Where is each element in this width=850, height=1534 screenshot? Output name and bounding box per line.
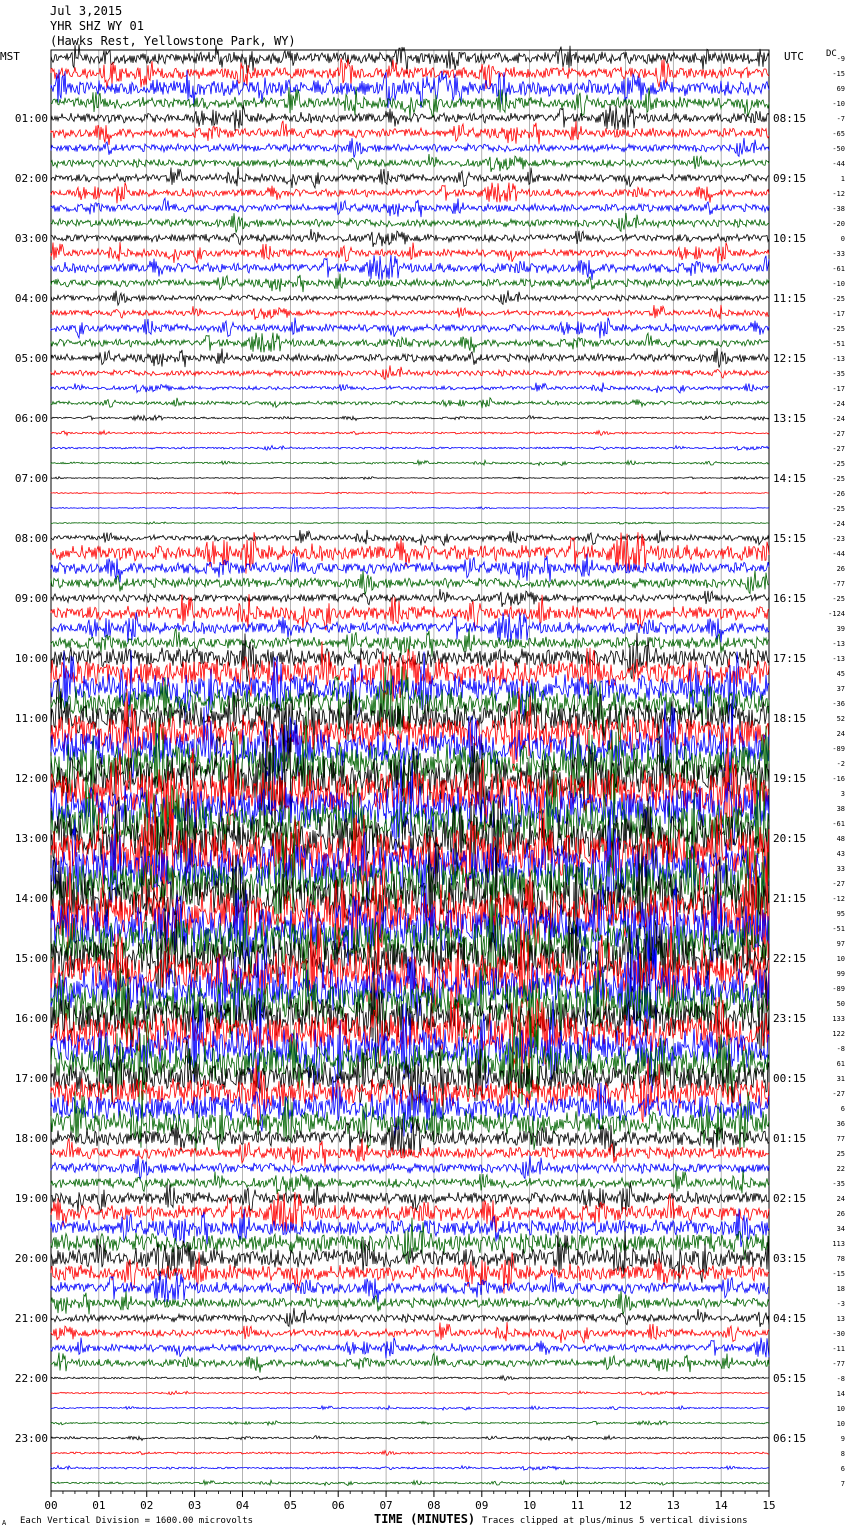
- dc-offset-label: -25: [832, 505, 845, 513]
- seismic-trace: [51, 1391, 769, 1395]
- seismic-trace: [51, 460, 769, 465]
- dc-offset-label: 77: [836, 1135, 845, 1143]
- dc-offset-label: 48: [836, 835, 845, 843]
- left-timezone-label: MST: [0, 50, 20, 63]
- left-hour-label: 01:00: [14, 112, 48, 125]
- seismic-trace: [51, 398, 769, 408]
- dc-offset-label: -17: [832, 310, 845, 318]
- left-hour-label: 09:00: [14, 592, 48, 605]
- left-hour-label: 03:00: [14, 232, 48, 245]
- seismic-trace: [51, 87, 769, 118]
- station-code: YHR SHZ WY 01: [50, 19, 144, 33]
- dc-offset-label: 34: [836, 1225, 845, 1233]
- seismic-trace: [51, 105, 769, 131]
- dc-offset-label: -51: [832, 925, 845, 933]
- x-tick-label: 02: [140, 1499, 154, 1512]
- dc-offset-label: -33: [832, 250, 845, 258]
- seismic-trace: [51, 365, 769, 379]
- seismic-trace: [51, 348, 769, 367]
- dc-offset-label: 31: [836, 1075, 845, 1083]
- dc-column-label: DC: [826, 49, 837, 59]
- seismic-trace: [51, 530, 769, 546]
- dc-offset-label: -10: [832, 100, 845, 108]
- right-hour-label: 11:15: [773, 292, 807, 305]
- left-hour-label: 13:00: [14, 832, 48, 845]
- dc-offset-label: -24: [832, 520, 845, 528]
- x-tick-label: 11: [570, 1499, 585, 1512]
- dc-offset-label: -23: [832, 535, 845, 543]
- seismic-trace: [51, 333, 769, 353]
- x-tick-label: 09: [475, 1499, 489, 1512]
- dc-offset-label: -77: [832, 580, 845, 588]
- left-hour-label: 04:00: [14, 292, 48, 305]
- dc-offset-label: -35: [832, 1180, 845, 1188]
- seismic-trace: [51, 1353, 769, 1373]
- right-hour-label: 10:15: [773, 232, 807, 245]
- dc-offset-label: 26: [836, 565, 845, 573]
- left-hour-label: 23:00: [14, 1432, 48, 1445]
- dc-offset-label: 6: [840, 1465, 845, 1473]
- dc-offset-label: 43: [836, 850, 845, 858]
- left-hour-label: 18:00: [14, 1132, 48, 1145]
- seismic-trace: [51, 154, 769, 172]
- dc-offset-label: -44: [832, 550, 845, 558]
- seismic-trace: [51, 492, 769, 494]
- left-hour-label: 12:00: [14, 772, 48, 785]
- dc-offset-label: -38: [832, 205, 845, 213]
- seismic-trace: [51, 1406, 769, 1410]
- dc-offset-label: -25: [832, 325, 845, 333]
- seismic-trace: [51, 628, 769, 656]
- x-tick-label: 03: [187, 1499, 202, 1512]
- seismic-trace: [51, 290, 769, 305]
- seismic-trace: [51, 1376, 769, 1381]
- dc-offset-label: 9: [840, 1435, 845, 1443]
- dc-offset-label: -10: [832, 280, 845, 288]
- dc-offset-label: 52: [836, 715, 845, 723]
- dc-offset-label: 3: [840, 790, 845, 798]
- dc-offset-label: 78: [836, 1255, 845, 1263]
- seismic-trace: [51, 242, 769, 263]
- dc-offset-label: 113: [832, 1240, 845, 1248]
- left-hour-label: 15:00: [14, 952, 48, 965]
- seismic-trace: [51, 1322, 769, 1343]
- dc-offset-label: -124: [828, 610, 845, 618]
- x-tick-label: 01: [92, 1499, 106, 1512]
- dc-offset-label: -89: [832, 985, 845, 993]
- left-hour-label: 16:00: [14, 1012, 48, 1025]
- dc-offset-label: 1: [840, 175, 845, 183]
- seismic-trace: [51, 229, 769, 247]
- dc-offset-label: -25: [832, 460, 845, 468]
- dc-offset-label: 24: [836, 1195, 845, 1203]
- seismic-trace: [51, 415, 769, 420]
- seismic-trace: [51, 1338, 769, 1359]
- right-hour-label: 00:15: [773, 1072, 807, 1085]
- dc-offset-label: -61: [832, 820, 845, 828]
- dc-offset-label: -25: [832, 595, 845, 603]
- right-hour-label: 08:15: [773, 112, 807, 125]
- left-hour-label: 22:00: [14, 1372, 48, 1385]
- dc-offset-label: -30: [832, 1330, 845, 1338]
- dc-offset-label: 45: [836, 670, 845, 678]
- dc-offset-label: -24: [832, 415, 845, 423]
- x-tick-label: 10: [523, 1499, 537, 1512]
- right-hour-label: 15:15: [773, 532, 807, 545]
- dc-offset-label: -13: [832, 655, 845, 663]
- seismic-trace: [51, 1155, 769, 1180]
- dc-offset-label: -50: [832, 145, 845, 153]
- left-hour-label: 06:00: [14, 412, 48, 425]
- right-hour-label: 23:15: [773, 1012, 807, 1025]
- dc-offset-label: 50: [836, 1000, 845, 1008]
- dc-offset-label: -27: [832, 445, 845, 453]
- left-hour-label: 20:00: [14, 1252, 48, 1265]
- dc-offset-label: 22: [836, 1165, 845, 1173]
- right-hour-label: 14:15: [773, 472, 807, 485]
- seismic-trace: [51, 477, 769, 480]
- x-tick-label: 07: [379, 1499, 393, 1512]
- dc-offset-label: 7: [840, 1480, 845, 1488]
- dc-offset-label: 24: [836, 730, 845, 738]
- dc-offset-label: 10: [836, 1420, 845, 1428]
- right-hour-label: 05:15: [773, 1372, 807, 1385]
- seismic-trace: [51, 431, 769, 436]
- right-hour-label: 16:15: [773, 592, 807, 605]
- seismic-trace: [51, 198, 769, 217]
- dc-offset-label: 0: [840, 235, 845, 243]
- right-hour-label: 09:15: [773, 172, 807, 185]
- seismic-trace: [51, 1308, 769, 1327]
- left-hour-label: 02:00: [14, 172, 48, 185]
- dc-offset-label: -16: [832, 775, 845, 783]
- right-hour-label: 13:15: [773, 412, 807, 425]
- dc-offset-label: 39: [836, 625, 845, 633]
- x-axis-title: TIME (MINUTES): [374, 1512, 476, 1526]
- dc-offset-label: -65: [832, 130, 845, 138]
- dc-offset-label: -11: [832, 1345, 845, 1353]
- x-tick-label: 15: [762, 1499, 776, 1512]
- left-hour-label: 14:00: [14, 892, 48, 905]
- dc-offset-label: 25: [836, 1150, 845, 1158]
- seismic-trace: [51, 1291, 769, 1315]
- seismic-trace: [51, 522, 769, 524]
- right-hour-label: 22:15: [773, 952, 807, 965]
- x-tick-label: 12: [618, 1499, 633, 1512]
- seismic-trace: [51, 446, 769, 451]
- x-tick-label: 13: [666, 1499, 680, 1512]
- station-location: (Hawks Rest, Yellowstone Park, WY): [50, 34, 296, 48]
- dc-offset-label: 26: [836, 1210, 845, 1218]
- seismic-trace: [51, 383, 769, 393]
- x-tick-label: 14: [714, 1499, 728, 1512]
- dc-offset-label: -12: [832, 190, 845, 198]
- seismic-trace: [51, 589, 769, 607]
- dc-offset-label: -15: [832, 70, 845, 78]
- seismic-trace: [51, 183, 769, 204]
- right-hour-label: 12:15: [773, 352, 807, 365]
- dc-offset-label: 61: [836, 1060, 845, 1068]
- dc-offset-label: -2: [836, 760, 845, 768]
- seismic-trace: [51, 1451, 769, 1456]
- left-hour-label: 17:00: [14, 1072, 48, 1085]
- x-tick-label: 00: [44, 1499, 58, 1512]
- seismic-trace: [51, 1480, 769, 1485]
- seismic-trace: [51, 1421, 769, 1425]
- seismic-trace: [51, 570, 769, 595]
- seismic-trace: [51, 121, 769, 145]
- dc-offset-label: 13: [836, 1315, 845, 1323]
- x-tick-label: 08: [427, 1499, 441, 1512]
- left-hour-label: 08:00: [14, 532, 48, 545]
- right-hour-label: 01:15: [773, 1132, 807, 1145]
- dc-offset-label: -8: [836, 1045, 845, 1053]
- dc-offset-label: 36: [836, 1120, 845, 1128]
- right-hour-label: 17:15: [773, 652, 807, 665]
- right-hour-label: 18:15: [773, 712, 807, 725]
- dc-offset-label: 14: [836, 1390, 845, 1398]
- dc-offset-label: 69: [836, 85, 845, 93]
- corner-mark: A: [2, 1519, 7, 1527]
- right-timezone-label: UTC: [784, 50, 804, 63]
- dc-offset-label: -26: [832, 490, 845, 498]
- dc-offset-label: -17: [832, 385, 845, 393]
- dc-offset-label: -7: [836, 115, 845, 123]
- seismic-trace: [51, 305, 769, 320]
- seismic-trace: [51, 507, 769, 509]
- seismic-trace: [51, 167, 769, 188]
- clip-note: Traces clipped at plus/minus 5 vertical divisions: [482, 1516, 748, 1526]
- dc-offset-label: -27: [832, 880, 845, 888]
- dc-offset-label: -13: [832, 640, 845, 648]
- dc-offset-label: -61: [832, 265, 845, 273]
- scale-note: Each Vertical Division = 1600.00 microvolts: [20, 1516, 253, 1526]
- dc-offset-label: 6: [840, 1105, 845, 1113]
- dc-offset-label: 99: [836, 970, 845, 978]
- left-hour-label: 11:00: [14, 712, 48, 725]
- dc-offset-label: 97: [836, 940, 845, 948]
- right-hour-label: 20:15: [773, 832, 807, 845]
- dc-offset-label: -3: [836, 1300, 845, 1308]
- left-hour-label: 05:00: [14, 352, 48, 365]
- right-hour-label: 02:15: [773, 1192, 807, 1205]
- seismic-trace: [51, 1466, 769, 1471]
- dc-offset-label: 33: [836, 865, 845, 873]
- dc-offset-label: 122: [832, 1030, 845, 1038]
- dc-offset-label: -27: [832, 1090, 845, 1098]
- dc-offset-label: 133: [832, 1015, 845, 1023]
- dc-offset-label: -44: [832, 160, 845, 168]
- dc-offset-label: -89: [832, 745, 845, 753]
- x-tick-label: 04: [235, 1499, 250, 1512]
- dc-offset-label: -35: [832, 370, 845, 378]
- seismic-trace: [51, 138, 769, 158]
- dc-offset-label: -51: [832, 340, 845, 348]
- left-hour-label: 07:00: [14, 472, 48, 485]
- dc-offset-label: -20: [832, 220, 845, 228]
- dc-offset-label: -77: [832, 1360, 845, 1368]
- right-hour-label: 19:15: [773, 772, 807, 785]
- dc-offset-label: -8: [836, 1375, 845, 1383]
- dc-offset-label: 8: [840, 1450, 845, 1458]
- right-hour-label: 06:15: [773, 1432, 807, 1445]
- chart-date: Jul 3,2015: [50, 4, 123, 18]
- left-hour-label: 10:00: [14, 652, 48, 665]
- right-hour-label: 03:15: [773, 1252, 807, 1265]
- left-hour-label: 21:00: [14, 1312, 48, 1325]
- dc-offset-label: 95: [836, 910, 845, 918]
- dc-offset-label: -13: [832, 355, 845, 363]
- dc-offset-label: -25: [832, 475, 845, 483]
- dc-offset-label: -25: [832, 295, 845, 303]
- seismic-trace: [51, 255, 769, 280]
- seismic-trace: [51, 1436, 769, 1441]
- dc-offset-label: -9: [836, 55, 845, 63]
- dc-offset-label: 37: [836, 685, 845, 693]
- x-tick-label: 06: [331, 1499, 345, 1512]
- dc-offset-label: -24: [832, 400, 845, 408]
- seismic-trace: [51, 213, 769, 233]
- dc-offset-label: 18: [836, 1285, 845, 1293]
- dc-offset-label: -15: [832, 1270, 845, 1278]
- right-hour-label: 21:15: [773, 892, 807, 905]
- dc-offset-label: 10: [836, 1405, 845, 1413]
- dc-offset-label: -36: [832, 700, 845, 708]
- right-hour-label: 04:15: [773, 1312, 807, 1325]
- dc-offset-label: 10: [836, 955, 845, 963]
- left-hour-label: 19:00: [14, 1192, 48, 1205]
- dc-offset-label: 38: [836, 805, 845, 813]
- x-tick-label: 05: [283, 1499, 297, 1512]
- dc-offset-label: -27: [832, 430, 845, 438]
- seismic-trace: [51, 318, 769, 339]
- dc-offset-label: -12: [832, 895, 845, 903]
